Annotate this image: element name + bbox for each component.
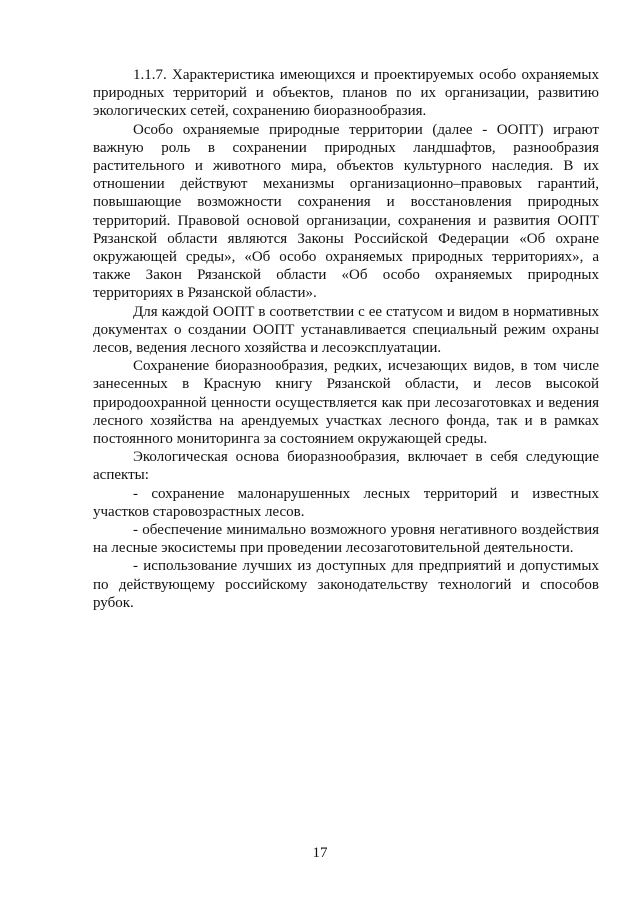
document-body: [93, 66, 599, 612]
page-number: 17: [312, 845, 328, 861]
body-paragraph: Для каждой ООПТ в соответствии с ее статусом и видом в нормативных документах о создании ООПТ устанавливается специальный режим охраны лесов, ведения лесного хозяйства и лесоэксплуатации.: [93, 303, 599, 357]
list-item: - обеспечение минимально возможного уровня негативного воздействия на лесные экосистемы при проведении лесозаготовительной деятельности.: [93, 522, 599, 557]
section-heading-paragraph: 1.1.7. Характеристика имеющихся и проектируемых особо охраняемых природных территорий и объектов, планов по их организации, развитию экологических сетей, сохранению биоразнообразия.: [93, 67, 599, 120]
body-paragraph: Сохранение биоразнообразия, редких, исчезающих видов, в том числе занесенных в Красную книгу Рязанской области, и лесов высокой природоохранной ценности осуществляется как при лесозаготовках и ведения лесного хозяйства на арендуемых участках лесного фонда, так и в рамках постоянного мониторинга за состоянием окружающей среды.: [93, 358, 599, 448]
body-paragraph: Особо охраняемые природные территории (далее - ООПТ) играют важную роль в сохранении природных ландшафтов, разнообразия растительного и животного мира, объектов культурного наследия. В их отношении действуют механизмы организационно–правовых гарантий, повышающие возможности сохранения и восстановления природных территорий. Правовой основой организации, сохранения и развития ООПТ Рязанской области являются Законы Российской Федерации «Об охране окружающей среды», «Об особо охраняемых природных территориях», а также Закон Рязанской области «Об особо охраняемых природных территориях в Рязанской области».: [93, 121, 599, 302]
list-item: - сохранение малонарушенных лесных территорий и известных участков старовозрастных лесов.: [93, 485, 599, 520]
list-item: - использование лучших из доступных для предприятий и допустимых по действующему российскому законодательству технологий и способов рубок.: [93, 558, 599, 611]
body-paragraph: Экологическая основа биоразнообразия, включает в себя следующие аспекты:: [93, 449, 599, 484]
